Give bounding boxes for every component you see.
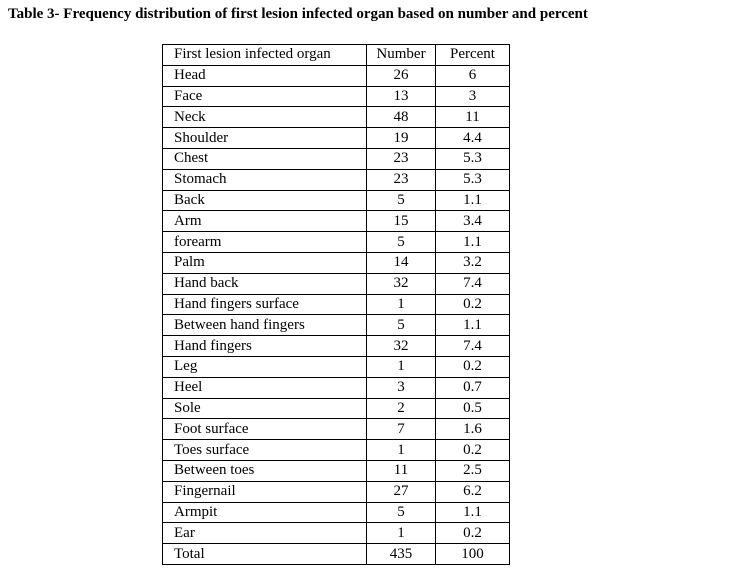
table-header-row xyxy=(163,45,510,66)
table-row xyxy=(163,336,510,357)
header-percent: Percent xyxy=(436,45,510,66)
cell-percent: 3.4 xyxy=(436,211,510,232)
cell-number: 32 xyxy=(367,273,436,294)
cell-percent: 1.1 xyxy=(436,232,510,253)
cell-organ: Neck xyxy=(163,107,367,128)
cell-number: 1 xyxy=(367,440,436,461)
cell-percent: 2.5 xyxy=(436,460,510,481)
table-row xyxy=(163,440,510,461)
total-label: Total xyxy=(163,544,367,565)
cell-number: 2 xyxy=(367,398,436,419)
cell-percent: 1.6 xyxy=(436,419,510,440)
cell-number: 7 xyxy=(367,419,436,440)
cell-percent: 4.4 xyxy=(436,128,510,149)
cell-number: 11 xyxy=(367,460,436,481)
cell-number: 5 xyxy=(367,232,436,253)
cell-percent: 3 xyxy=(436,86,510,107)
cell-organ: Sole xyxy=(163,398,367,419)
cell-number: 1 xyxy=(367,356,436,377)
cell-organ: Toes surface xyxy=(163,440,367,461)
cell-organ: Foot surface xyxy=(163,419,367,440)
cell-organ: Hand back xyxy=(163,273,367,294)
cell-organ: forearm xyxy=(163,232,367,253)
cell-number: 5 xyxy=(367,315,436,336)
cell-organ: Ear xyxy=(163,523,367,544)
table-row xyxy=(163,377,510,398)
cell-number: 5 xyxy=(367,502,436,523)
cell-organ: Leg xyxy=(163,356,367,377)
cell-percent: 7.4 xyxy=(436,273,510,294)
cell-number: 23 xyxy=(367,148,436,169)
table-row xyxy=(163,190,510,211)
frequency-table xyxy=(162,44,510,565)
table-row xyxy=(163,86,510,107)
cell-number: 23 xyxy=(367,169,436,190)
table-row xyxy=(163,211,510,232)
cell-organ: Hand fingers surface xyxy=(163,294,367,315)
total-percent: 100 xyxy=(436,544,510,565)
cell-organ: Between toes xyxy=(163,460,367,481)
cell-percent: 6.2 xyxy=(436,481,510,502)
total-number: 435 xyxy=(367,544,436,565)
table-total-row xyxy=(163,544,510,565)
cell-percent: 11 xyxy=(436,107,510,128)
cell-organ: Back xyxy=(163,190,367,211)
cell-organ: Shoulder xyxy=(163,128,367,149)
table-row xyxy=(163,107,510,128)
header-number: Number xyxy=(367,45,436,66)
table-row xyxy=(163,398,510,419)
cell-percent: 0.2 xyxy=(436,356,510,377)
table-row xyxy=(163,169,510,190)
cell-percent: 0.2 xyxy=(436,294,510,315)
table-caption: Table 3- Frequency distribution of first lesion infected organ based on number and percent xyxy=(8,6,588,22)
cell-number: 48 xyxy=(367,107,436,128)
cell-organ: Arm xyxy=(163,211,367,232)
table-row xyxy=(163,356,510,377)
table-row xyxy=(163,294,510,315)
cell-percent: 5.3 xyxy=(436,169,510,190)
cell-percent: 1.1 xyxy=(436,315,510,336)
cell-percent: 1.1 xyxy=(436,190,510,211)
table-row xyxy=(163,460,510,481)
cell-percent: 0.7 xyxy=(436,377,510,398)
table-row xyxy=(163,523,510,544)
cell-organ: Armpit xyxy=(163,502,367,523)
cell-organ: Head xyxy=(163,65,367,86)
cell-number: 5 xyxy=(367,190,436,211)
cell-organ: Palm xyxy=(163,252,367,273)
cell-number: 27 xyxy=(367,481,436,502)
cell-organ: Between hand fingers xyxy=(163,315,367,336)
cell-number: 26 xyxy=(367,65,436,86)
table-row xyxy=(163,148,510,169)
table-row xyxy=(163,502,510,523)
cell-percent: 6 xyxy=(436,65,510,86)
cell-percent: 7.4 xyxy=(436,336,510,357)
table-row xyxy=(163,128,510,149)
cell-organ: Fingernail xyxy=(163,481,367,502)
cell-number: 3 xyxy=(367,377,436,398)
cell-organ: Face xyxy=(163,86,367,107)
table-row xyxy=(163,315,510,336)
cell-percent: 1.1 xyxy=(436,502,510,523)
cell-organ: Hand fingers xyxy=(163,336,367,357)
cell-organ: Heel xyxy=(163,377,367,398)
cell-number: 15 xyxy=(367,211,436,232)
table-row xyxy=(163,232,510,253)
cell-organ: Chest xyxy=(163,148,367,169)
table-row xyxy=(163,65,510,86)
cell-number: 14 xyxy=(367,252,436,273)
cell-number: 19 xyxy=(367,128,436,149)
header-organ: First lesion infected organ xyxy=(163,45,367,66)
cell-percent: 0.2 xyxy=(436,523,510,544)
table-row xyxy=(163,252,510,273)
cell-percent: 0.5 xyxy=(436,398,510,419)
cell-percent: 0.2 xyxy=(436,440,510,461)
cell-number: 1 xyxy=(367,294,436,315)
cell-number: 32 xyxy=(367,336,436,357)
table-row xyxy=(163,481,510,502)
cell-percent: 3.2 xyxy=(436,252,510,273)
cell-number: 1 xyxy=(367,523,436,544)
cell-number: 13 xyxy=(367,86,436,107)
cell-percent: 5.3 xyxy=(436,148,510,169)
table-row xyxy=(163,419,510,440)
cell-organ: Stomach xyxy=(163,169,367,190)
table-row xyxy=(163,273,510,294)
